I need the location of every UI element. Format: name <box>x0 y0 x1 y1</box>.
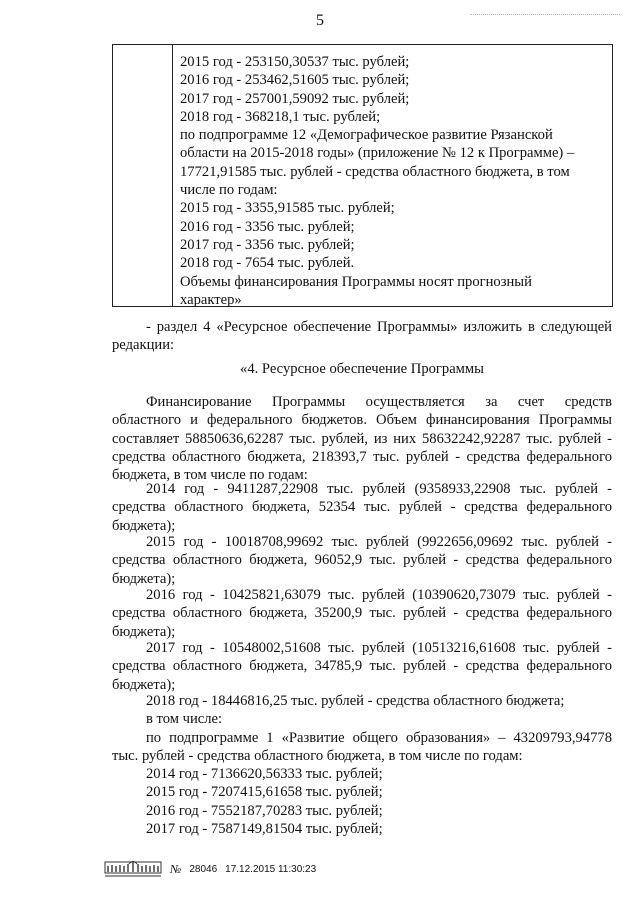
government-logo-icon <box>104 859 162 879</box>
footer-doc-number: 28046 <box>189 863 218 875</box>
table-left-column <box>113 45 173 306</box>
section-intro-line: редакции: <box>112 337 175 354</box>
table-line: 2018 год - 7654 тыс. рублей. <box>180 255 355 272</box>
page-number: 5 <box>316 12 324 29</box>
paragraph-line: средства областного бюджета, 218393,7 тыс. рублей - средства федерального <box>112 448 612 465</box>
table-line: 2016 год - 3356 тыс. рублей; <box>180 218 355 235</box>
paragraph-line: в том числе: <box>146 711 223 728</box>
paragraph-line: по подпрограмме 1 «Развитие общего образования» – 43209793,94778 <box>146 729 612 746</box>
table-right-column <box>180 53 608 309</box>
section-intro <box>112 318 612 355</box>
table-line: числе по годам: <box>180 182 278 199</box>
footer-number-symbol: № <box>170 861 182 876</box>
table-line: 2017 год - 3356 тыс. рублей; <box>180 236 355 253</box>
paragraph-line: бюджета); <box>112 676 176 693</box>
table-line: 2018 год - 368218,1 тыс. рублей; <box>180 108 381 125</box>
paragraph-line: 2014 год - 7136620,56333 тыс. рублей; <box>146 766 383 783</box>
paragraph-line: бюджета); <box>112 623 176 640</box>
paragraph-2015 <box>112 533 612 588</box>
table-line: 2015 год - 3355,91585 тыс. рублей; <box>180 200 395 217</box>
section-intro-line: - раздел 4 «Ресурсное обеспечение Программы» изложить в следующей <box>146 319 612 335</box>
table-line: 2017 год - 257001,59092 тыс. рублей; <box>180 90 410 107</box>
table-line: 17721,91585 тыс. рублей - средства областного бюджета, в том <box>180 163 570 180</box>
paragraph-2016 <box>112 586 612 641</box>
paragraph-line: 2015 год - 7207415,61658 тыс. рублей; <box>146 784 383 801</box>
paragraph-line: составляет 58850636,62287 тыс. рублей, из них 58632242,92287 тыс. рублей - <box>112 430 612 447</box>
paragraph-line: 2015 год - 10018708,99692 тыс. рублей (9922656,09692 тыс. рублей - <box>146 534 612 550</box>
paragraph-line: 2017 год - 7587149,81504 тыс. рублей; <box>146 821 383 838</box>
table-line: по подпрограмме 12 «Демографическое развитие Рязанской <box>180 127 553 144</box>
paragraph-2014 <box>112 480 612 535</box>
paragraph-line: 2017 год - 10548002,51608 тыс. рублей (10513216,61608 тыс. рублей - <box>146 640 612 656</box>
paragraph-line: тыс. рублей - средства областного бюджета, в том числе по годам: <box>112 747 523 764</box>
paragraph-line: средства областного бюджета, 35200,9 тыс. рублей - средства федерального <box>112 605 612 622</box>
paragraph-line: бюджета, в том числе по годам: <box>112 467 308 484</box>
paragraph-line: средства областного бюджета, 96052,9 тыс. рублей - средства федерального <box>112 552 612 569</box>
table-line: характер» <box>180 291 242 308</box>
paragraph-line: областного и федерального бюджетов. Объем финансирования Программы <box>112 412 612 429</box>
paragraph-line: 2018 год - 18446816,25 тыс. рублей - средства областного бюджета; <box>146 693 565 709</box>
paragraph-line: средства областного бюджета, 52354 тыс. рублей - средства федерального <box>112 499 612 516</box>
funding-table <box>112 44 613 307</box>
table-line: области на 2015-2018 годы» (приложение № 12 к Программе) – <box>180 145 575 162</box>
scan-artifact <box>470 14 620 17</box>
document-footer <box>104 858 316 880</box>
paragraph-line: 2016 год - 10425821,63079 тыс. рублей (10390620,73079 тыс. рублей - <box>146 587 612 603</box>
footer-timestamp: 17.12.2015 11:30:23 <box>225 863 317 875</box>
paragraph-line: 2016 год - 7552187,70283 тыс. рублей; <box>146 802 383 819</box>
table-line: 2016 год - 253462,51605 тыс. рублей; <box>180 72 410 89</box>
paragraph-financing <box>112 393 612 484</box>
paragraph-line: Финансирование Программы осуществляется за счет средств <box>146 394 612 410</box>
table-line: 2015 год - 253150,30537 тыс. рублей; <box>180 54 410 70</box>
paragraph-2018 <box>112 692 612 838</box>
paragraph-2017 <box>112 639 612 694</box>
paragraph-line: средства областного бюджета, 34785,9 тыс. рублей - средства федерального <box>112 658 612 675</box>
paragraph-line: 2014 год - 9411287,22908 тыс. рублей (9358933,22908 тыс. рублей - <box>146 481 612 497</box>
paragraph-line: бюджета); <box>112 517 176 534</box>
section-heading: «4. Ресурсное обеспечение Программы <box>240 361 484 377</box>
table-line: Объемы финансирования Программы носят прогнозный <box>180 273 532 290</box>
paragraph-line: бюджета); <box>112 570 176 587</box>
